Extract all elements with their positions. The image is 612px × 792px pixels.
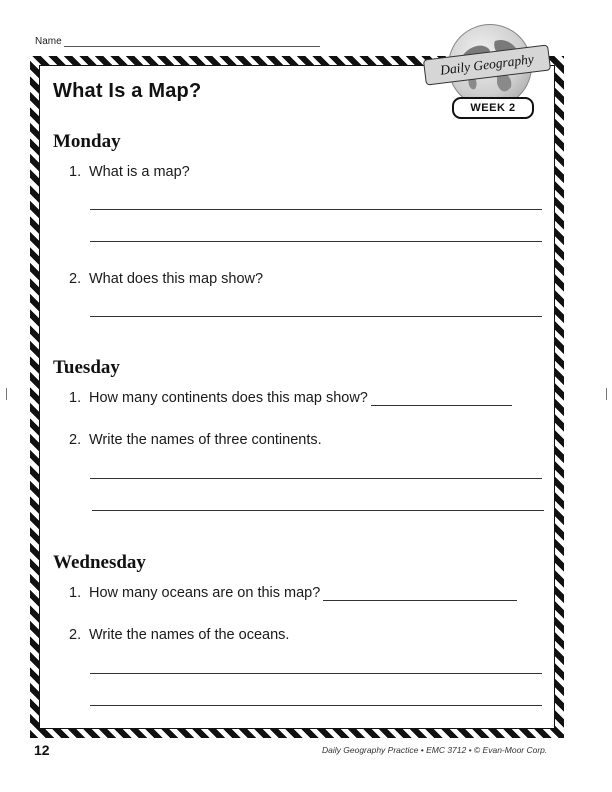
- question-text: Write the names of three continents.: [89, 432, 322, 448]
- page-title: What Is a Map?: [53, 80, 202, 102]
- question-text: How many oceans are on this map?: [89, 585, 321, 601]
- daily-geography-banner: Daily Geography: [423, 44, 551, 85]
- question-number: 1.: [69, 390, 82, 406]
- question-number: 2.: [69, 627, 82, 643]
- question: [69, 585, 517, 601]
- question-number: 2.: [69, 432, 82, 448]
- question-text: What is a map?: [89, 164, 190, 180]
- question-number: 1.: [69, 164, 82, 180]
- section-heading-monday: Monday: [53, 131, 121, 152]
- question-text: How many continents does this map show?: [89, 390, 368, 406]
- margin-tick-right: [606, 388, 607, 400]
- question-text: What does this map show?: [89, 271, 264, 287]
- answer-line[interactable]: [90, 478, 542, 479]
- question-number: 2.: [69, 271, 82, 287]
- answer-line[interactable]: [90, 316, 542, 317]
- margin-tick-left: [6, 388, 7, 400]
- name-field[interactable]: [64, 46, 320, 47]
- footer-credit: Daily Geography Practice • EMC 3712 • © Evan-Moor Corp.: [322, 745, 548, 755]
- question: [69, 432, 322, 448]
- answer-line[interactable]: [90, 705, 542, 706]
- question: [69, 271, 263, 287]
- answer-line[interactable]: [90, 673, 542, 674]
- answer-line[interactable]: [90, 241, 542, 242]
- answer-blank[interactable]: [323, 586, 517, 601]
- question: [69, 164, 190, 180]
- section-heading-tuesday: Tuesday: [53, 357, 120, 378]
- question: [69, 627, 289, 643]
- name-label: Name: [35, 36, 62, 47]
- question-text: Write the names of the oceans.: [89, 627, 290, 643]
- answer-line[interactable]: [92, 510, 544, 511]
- week-badge: WEEK 2: [452, 97, 534, 119]
- question: [69, 390, 512, 406]
- question-number: 1.: [69, 585, 82, 601]
- section-heading-wednesday: Wednesday: [53, 552, 146, 573]
- answer-blank[interactable]: [371, 391, 512, 406]
- answer-line[interactable]: [90, 209, 542, 210]
- page-number: 12: [34, 742, 50, 758]
